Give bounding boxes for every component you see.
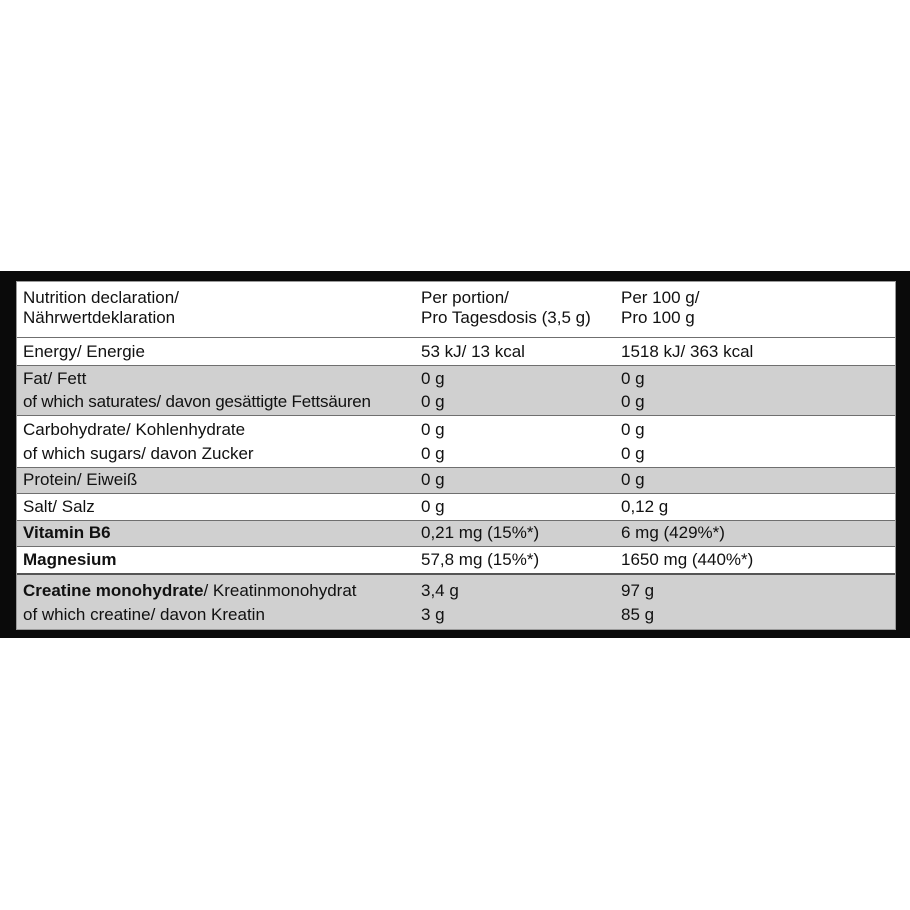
table-row	[17, 467, 895, 493]
row-per100-value: 0 g	[621, 420, 645, 439]
header-col1-line1: Nutrition declaration/	[23, 288, 179, 307]
row-label-rest: / Kreatinmonohydrat	[203, 581, 357, 600]
row-per100-value: 0,12 g	[621, 497, 669, 516]
row-per100-value: 85 g	[621, 605, 655, 624]
row-portion-value: 0 g	[421, 420, 445, 439]
row-portion-value: 0,21 mg (15%*)	[421, 523, 540, 542]
row-portion-value: 0 g	[421, 470, 445, 489]
row-per100-value: 0 g	[621, 392, 645, 411]
table-row	[17, 365, 895, 415]
row-per100-value: 6 mg (429%*)	[621, 523, 725, 542]
table-row	[17, 415, 895, 467]
nutrition-label-frame	[0, 271, 910, 638]
row-label: Magnesium	[23, 550, 117, 569]
row-portion-value: 3 g	[421, 605, 445, 624]
row-label: Vitamin B6	[23, 523, 111, 542]
row-portion-value: 0 g	[421, 444, 445, 463]
row-sublabel: of which creatine/ davon Kreatin	[23, 605, 265, 624]
row-sublabel: of which saturates/ davon gesättigte Fettsäuren	[23, 392, 371, 411]
row-portion-value: 3,4 g	[421, 581, 459, 600]
table-row	[17, 573, 895, 629]
row-per100-value: 1518 kJ/ 363 kcal	[621, 342, 754, 361]
row-label-bold: Creatine monohydrate	[23, 581, 204, 600]
row-portion-value: 0 g	[421, 497, 445, 516]
row-label: Protein/ Eiweiß	[23, 470, 138, 489]
row-portion-value: 57,8 mg (15%*)	[421, 550, 540, 569]
table-row	[17, 493, 895, 520]
row-portion-value: 0 g	[421, 369, 445, 388]
header-col3-line1: Per 100 g/	[621, 288, 700, 307]
table-row	[17, 520, 895, 546]
header-col1-line2: Nährwertdeklaration	[23, 308, 176, 327]
table-header	[17, 282, 895, 337]
row-portion-value: 0 g	[421, 392, 445, 411]
table-row	[17, 337, 895, 365]
row-per100-value: 0 g	[621, 444, 645, 463]
row-per100-value: 97 g	[621, 581, 655, 600]
row-per100-value: 1650 mg (440%*)	[621, 550, 754, 569]
row-label: Salt/ Salz	[23, 497, 95, 516]
header-col3-line2: Pro 100 g	[621, 308, 695, 327]
header-col2-line2: Pro Tagesdosis (3,5 g)	[421, 308, 591, 327]
row-sublabel: of which sugars/ davon Zucker	[23, 444, 254, 463]
row-label: Carbohydrate/ Kohlenhydrate	[23, 420, 246, 439]
row-label	[23, 579, 357, 603]
row-per100-value: 0 g	[621, 369, 645, 388]
row-per100-value: 0 g	[621, 470, 645, 489]
nutrition-table	[16, 281, 896, 630]
table-row	[17, 546, 895, 573]
row-label: Energy/ Energie	[23, 342, 145, 361]
header-col2-line1: Per portion/	[421, 288, 509, 307]
row-label: Fat/ Fett	[23, 369, 87, 388]
row-portion-value: 53 kJ/ 13 kcal	[421, 342, 525, 361]
